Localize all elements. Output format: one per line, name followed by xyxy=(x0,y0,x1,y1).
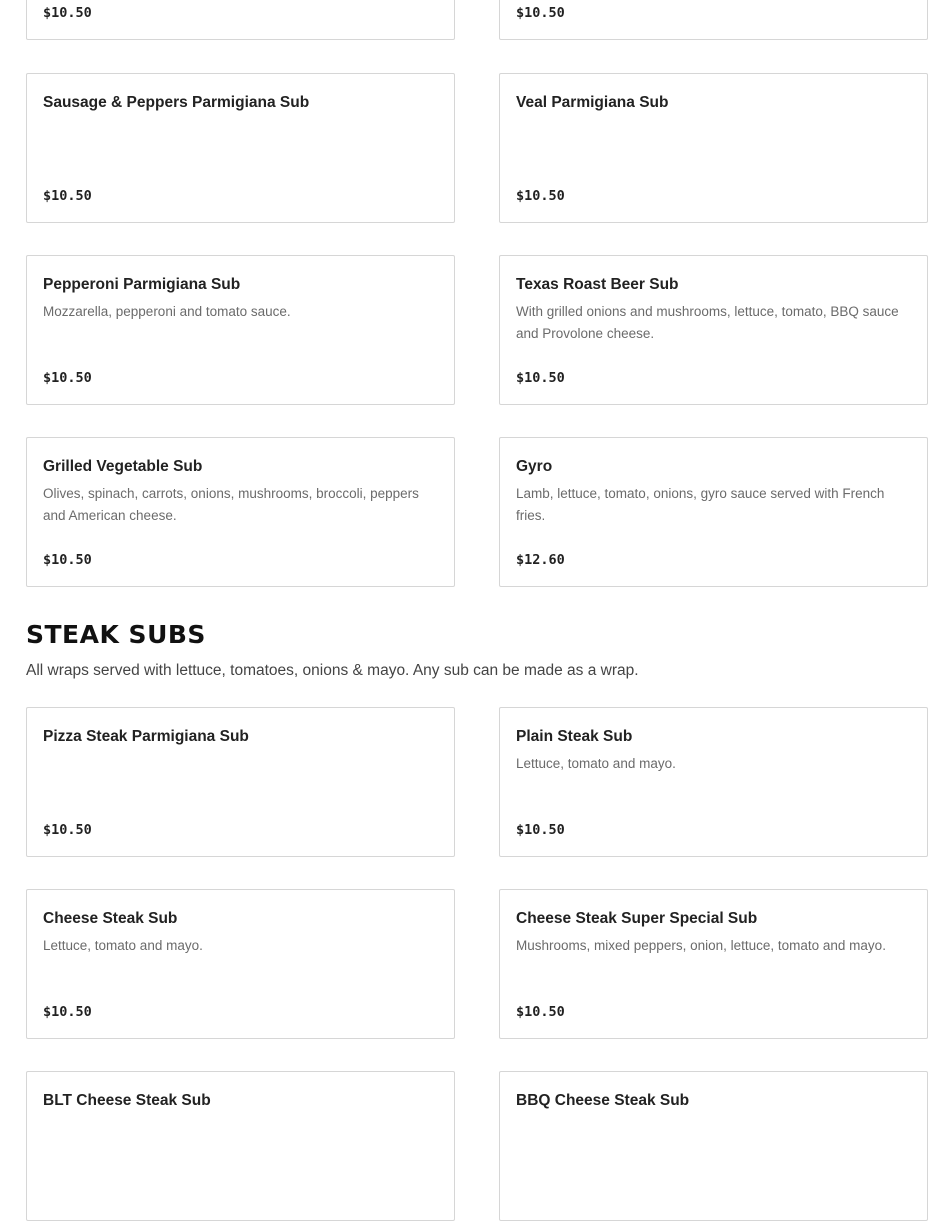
section-title: STEAK SUBS xyxy=(26,620,206,649)
menu-item-name: Plain Steak Sub xyxy=(516,728,633,745)
menu-item-name: Veal Parmigiana Sub xyxy=(516,94,669,111)
menu-item-card[interactable] xyxy=(26,437,455,587)
menu-item-description: Lamb, lettuce, tomato, onions, gyro sauce served with French fries. xyxy=(516,486,885,523)
menu-item-price: $10.50 xyxy=(516,1004,565,1020)
menu-item-description: Mozzarella, pepperoni and tomato sauce. xyxy=(43,304,291,319)
menu-item-price: $10.50 xyxy=(43,1004,92,1020)
menu-item-price: $10.50 xyxy=(43,5,92,21)
menu-item-card[interactable] xyxy=(499,437,928,587)
menu-item-price: $12.60 xyxy=(516,552,565,568)
menu-item-card[interactable] xyxy=(499,73,928,223)
menu-item-description: Olives, spinach, carrots, onions, mushrooms, broccoli, peppers and American cheese. xyxy=(43,486,419,523)
menu-item-card[interactable] xyxy=(499,889,928,1039)
menu-item-card[interactable] xyxy=(499,0,928,40)
menu-item-price: $10.50 xyxy=(43,822,92,838)
menu-item-price: $10.50 xyxy=(516,188,565,204)
menu-item-price: $10.50 xyxy=(516,5,565,21)
menu-item-card[interactable] xyxy=(26,73,455,223)
menu-item-price: $10.50 xyxy=(516,822,565,838)
menu-item-card[interactable] xyxy=(26,1071,455,1221)
menu-item-name: Pizza Steak Parmigiana Sub xyxy=(43,728,249,745)
menu-item-price: $10.50 xyxy=(516,370,565,386)
menu-item-card[interactable] xyxy=(26,255,455,405)
menu-item-price: $10.50 xyxy=(43,370,92,386)
menu-item-card[interactable] xyxy=(499,707,928,857)
menu-item-description: Lettuce, tomato and mayo. xyxy=(43,938,203,953)
menu-item-description: Lettuce, tomato and mayo. xyxy=(516,756,676,771)
menu-item-name: Cheese Steak Super Special Sub xyxy=(516,910,758,927)
menu-item-card[interactable] xyxy=(26,707,455,857)
menu-item-name: BBQ Cheese Steak Sub xyxy=(516,1092,690,1109)
menu-item-name: Texas Roast Beer Sub xyxy=(516,276,679,293)
menu-item-name: Grilled Vegetable Sub xyxy=(43,458,203,475)
menu-item-card[interactable] xyxy=(26,0,455,40)
menu-item-price: $10.50 xyxy=(43,552,92,568)
menu-item-name: Cheese Steak Sub xyxy=(43,910,178,927)
menu-item-card[interactable] xyxy=(499,1071,928,1221)
menu-item-description: With grilled onions and mushrooms, lettuce, tomato, BBQ sauce and Provolone cheese. xyxy=(516,304,899,341)
menu-item-card[interactable] xyxy=(499,255,928,405)
menu-item-price: $10.50 xyxy=(43,188,92,204)
menu-item-name: Gyro xyxy=(516,458,553,475)
menu-item-description: Mushrooms, mixed peppers, onion, lettuce, tomato and mayo. xyxy=(516,938,886,953)
menu-item-card[interactable] xyxy=(26,889,455,1039)
menu-item-name: Sausage & Peppers Parmigiana Sub xyxy=(43,94,310,111)
menu-item-name: Pepperoni Parmigiana Sub xyxy=(43,276,241,293)
menu-item-name: BLT Cheese Steak Sub xyxy=(43,1092,211,1109)
section-subtitle: All wraps served with lettuce, tomatoes, onions & mayo. Any sub can be made as a wrap. xyxy=(26,662,639,679)
